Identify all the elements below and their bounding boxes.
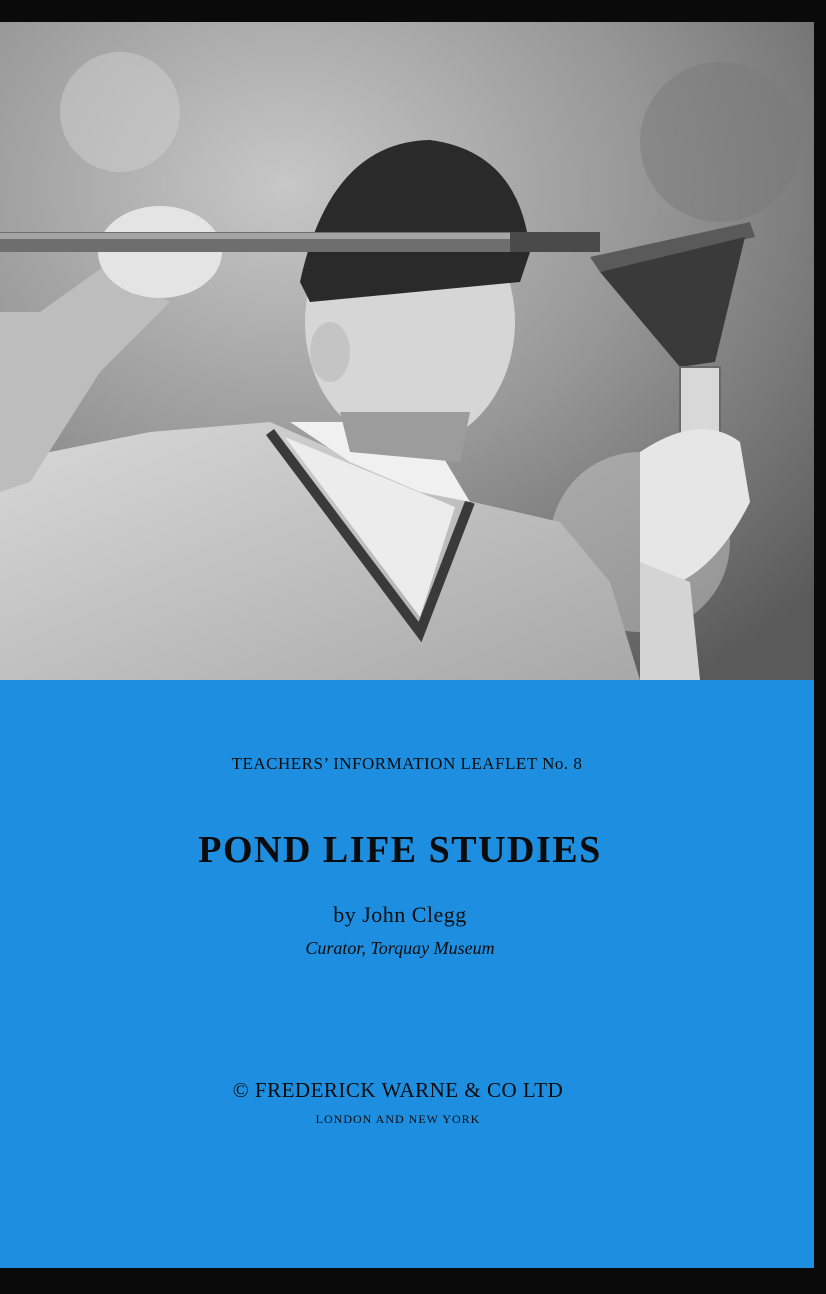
cover-photo [0,22,814,680]
publisher-location: LONDON AND NEW YORK [315,1112,481,1126]
cover-blue-panel [0,680,814,1268]
series-label: TEACHERS’ INFORMATION LEAFLET No. 8 [231,754,583,773]
author-role: Curator, Torquay Museum [305,938,495,958]
boy-with-pond-net-illustration [0,22,814,680]
publisher-name: © FREDERICK WARNE & CO LTD [232,1078,564,1102]
author-line: by John Clegg [333,902,467,927]
book-cover [0,22,814,1268]
book-title: POND LIFE STUDIES [198,829,602,871]
